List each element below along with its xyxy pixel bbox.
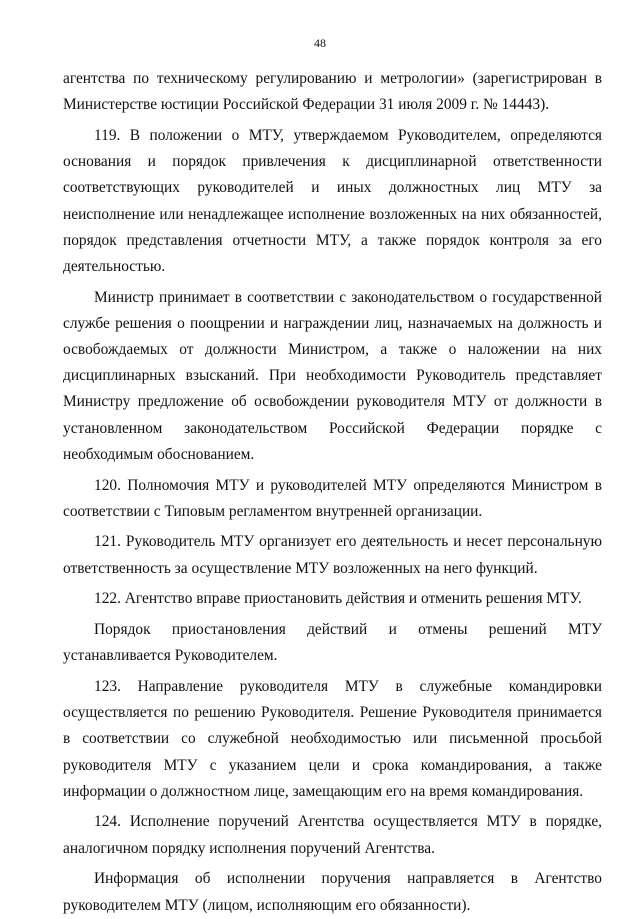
document-body: [63, 66, 602, 919]
paragraph-122: 122. Агентство вправе приостановить действия и отменить решения МТУ.: [94, 590, 582, 608]
paragraph-suspension-procedure: Порядок приостановления действий и отмены решений МТУ устанавливается Руководителем.: [63, 621, 602, 665]
paragraph-121: 121. Руководитель МТУ организует его деятельность и несет персональную ответственность за осуществление МТУ возложенных на него функций.: [63, 533, 602, 577]
paragraph-124: 124. Исполнение поручений Агентства осуществляется МТУ в порядке, аналогичном порядку исполнения поручений Агентства.: [63, 813, 602, 857]
paragraph-execution-info: Информация об исполнении поручения направляется в Агентство руководителем МТУ (лицом, исполняющим его обязанности).: [63, 870, 602, 914]
paragraph-minister-decisions: Министр принимает в соответствии с законодательством о государственной службе решения о поощрении и награждении лиц, назначаемых на должность и освобождаемых от должности Министром, а также о наложении на них дисциплинарных взысканий. При необходимости Руководитель представляет Министру предложение об освобождении руководителя МТУ от должности в установленном законодательством Российской Федерации порядке с необходимым обоснованием.: [63, 288, 602, 463]
paragraph-123: 123. Направление руководителя МТУ в служебные командировки осуществляется по решению Руководителя. Решение Руководителя принимается в соответствии со служебной необходимостью или письменной просьбой руководителя МТУ с указанием цели и срока командирования, а также информации о должностном лице, замещающим его на время командирования.: [63, 677, 602, 800]
paragraph-120: 120. Полномочия МТУ и руководителей МТУ определяются Министром в соответствии с Типовым регламентом внутренней организации.: [63, 476, 602, 520]
page-number: 48: [314, 36, 326, 50]
paragraph-continuation: агентства по техническому регулированию и метрологии» (зарегистрирован в Министерстве юстиции Российской Федерации 31 июля 2009 г. № 14443).: [63, 70, 602, 114]
paragraph-119: 119. В положении о МТУ, утверждаемом Руководителем, определяются основания и порядок привлечения к дисциплинарной ответственности соответствующих руководителей и иных должностных лиц МТУ за неисполнение или ненадлежащее исполнение возложенных на них обязанностей, порядок представления отчетности МТУ, а также порядок контроля за его деятельностью.: [63, 126, 602, 275]
